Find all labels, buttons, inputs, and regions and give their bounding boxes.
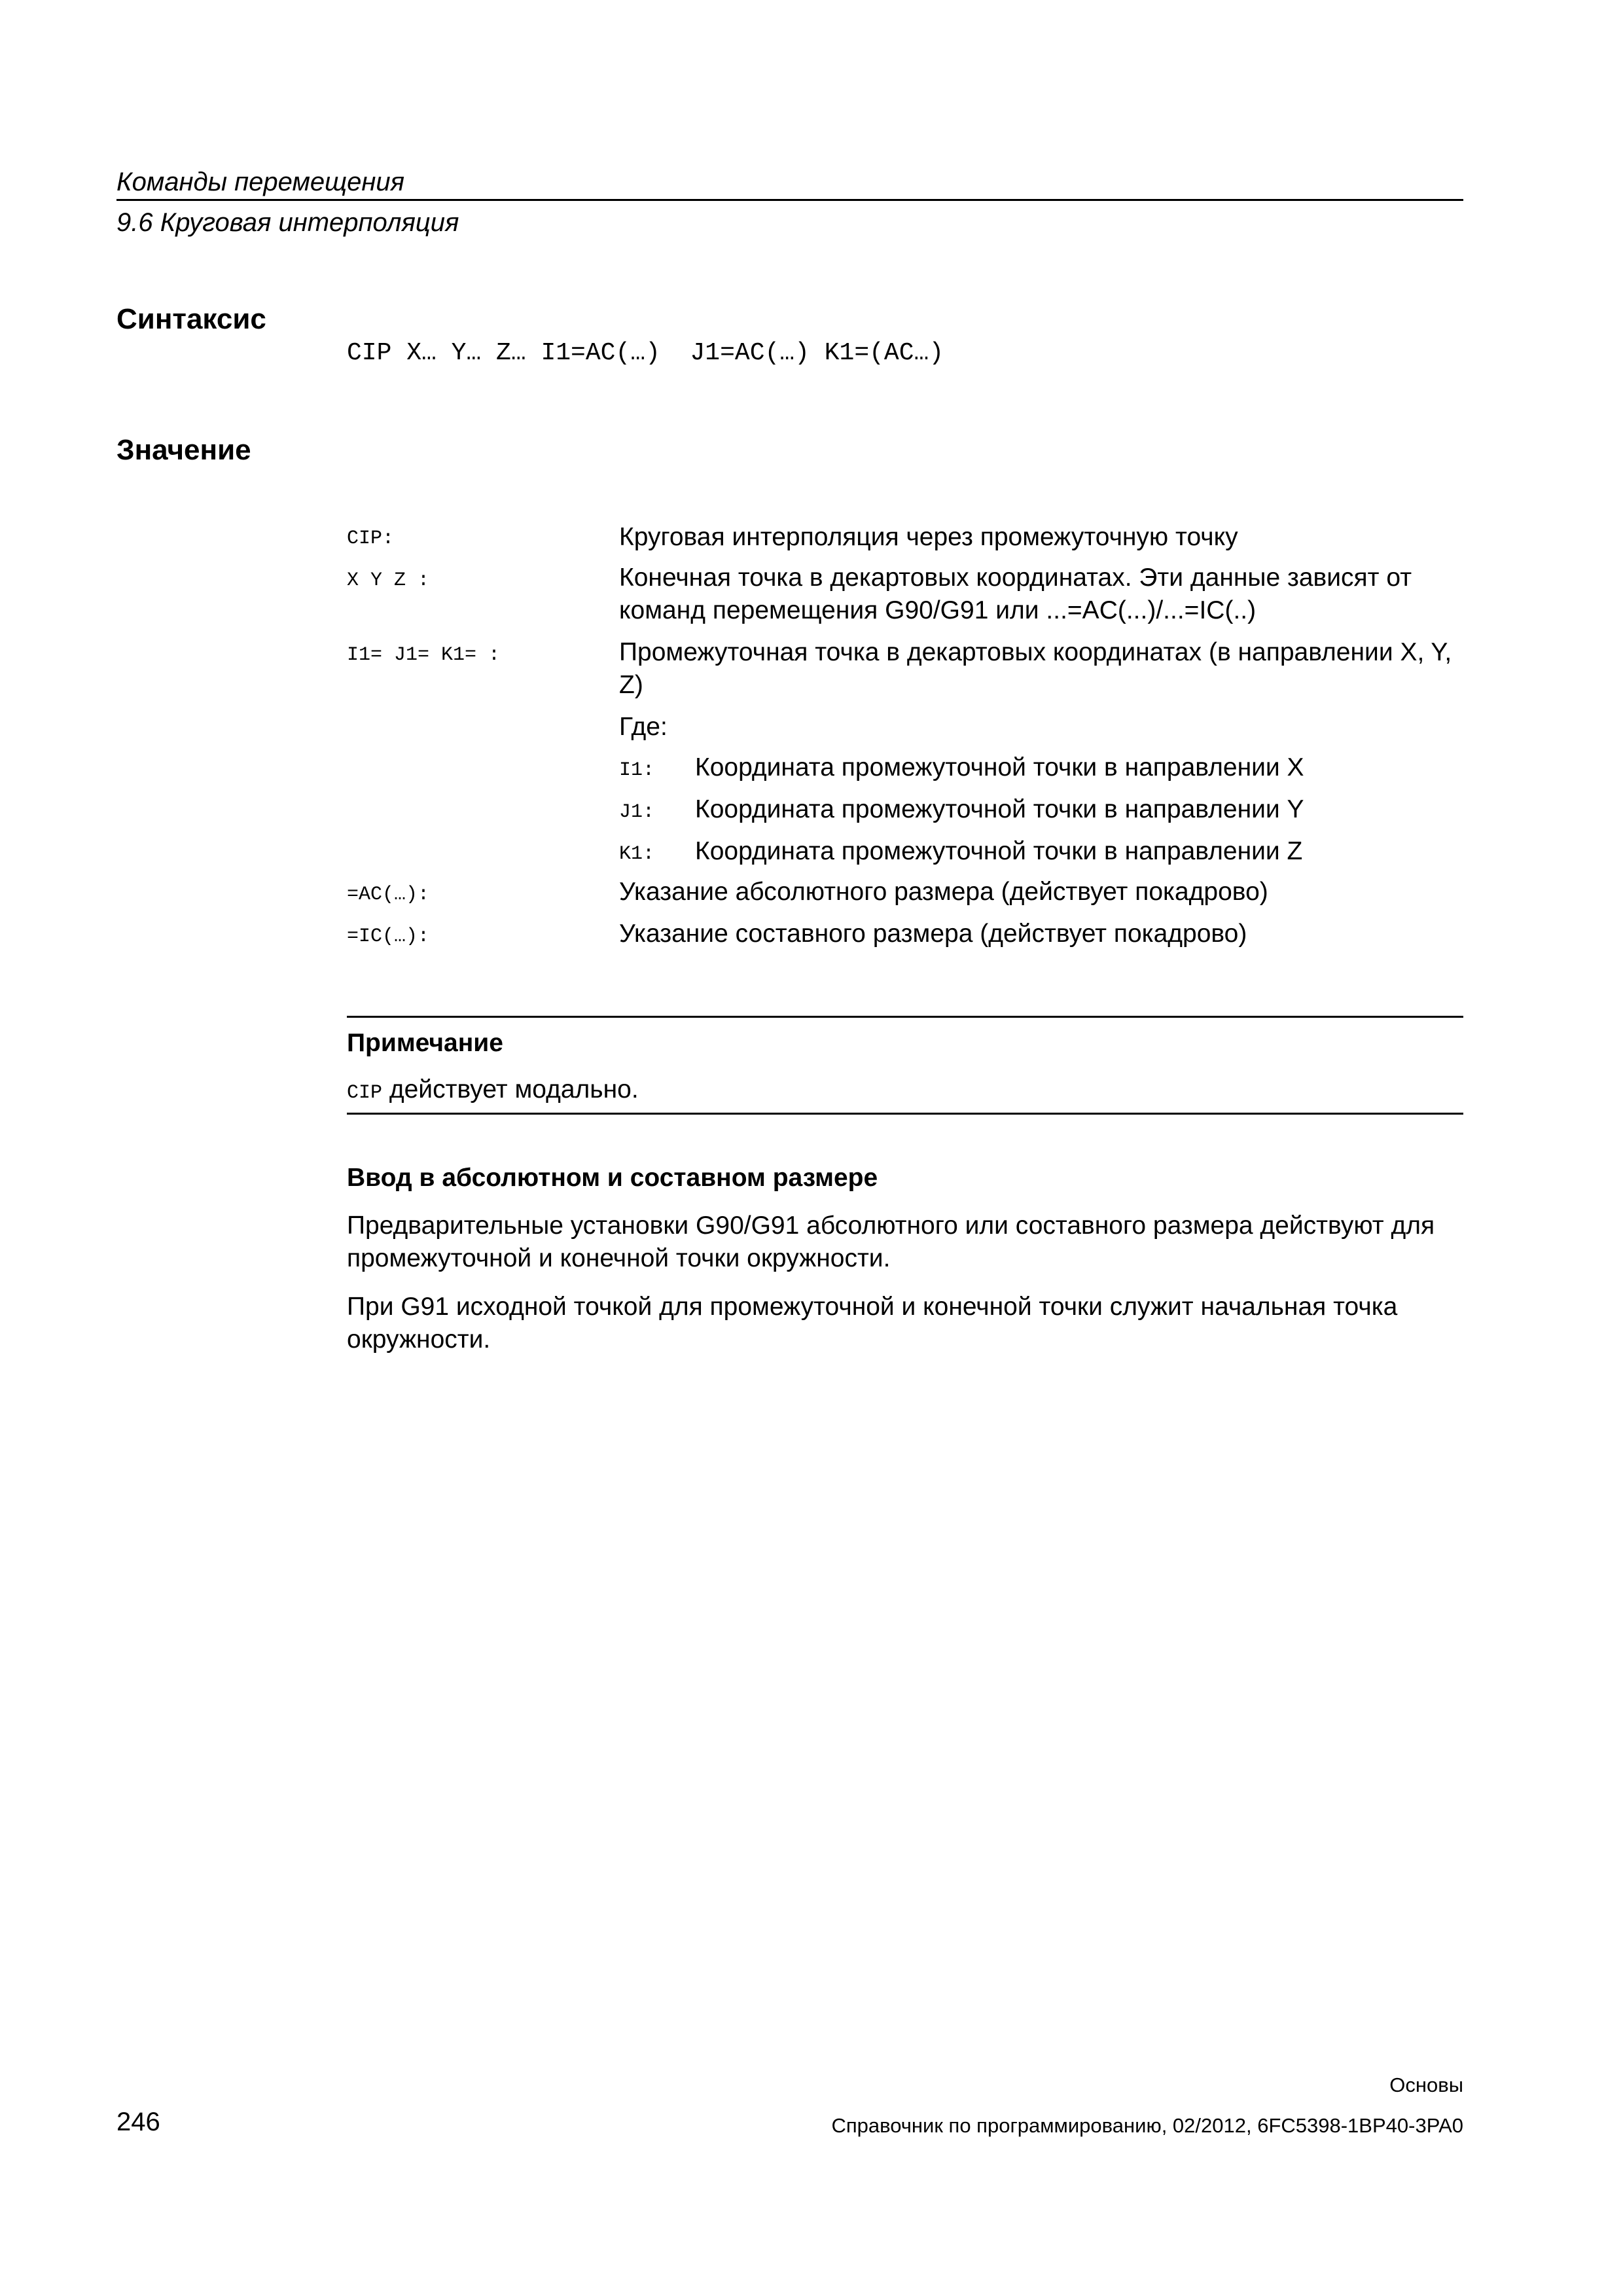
footer-line-1: Основы <box>1389 2073 1463 2096</box>
syntax-heading: Синтаксис <box>116 303 266 335</box>
where-label: Где: <box>619 713 668 741</box>
note-text <box>347 1073 639 1109</box>
footer-line-2: Справочник по программированию, 02/2012, 6FC5398-1BP40-3PA0 <box>831 2114 1463 2137</box>
def-desc-cip: Круговая интерполяция через промежуточную точку <box>619 523 1238 551</box>
meaning-heading: Значение <box>116 434 251 466</box>
note-bottom-rule <box>347 1113 1463 1115</box>
running-header-chapter: Команды перемещения <box>116 168 405 196</box>
sub-desc-j1: Координата промежуточной точки в направлении Y <box>695 795 1304 823</box>
page-number: 246 <box>116 2108 160 2136</box>
sub-desc-i1: Координата промежуточной точки в направлении X <box>695 753 1304 781</box>
def-term-ac: =AC(…): <box>347 884 430 906</box>
syntax-code: CIP X… Y… Z… I1=AC(…) J1=AC(…) K1=(AC…) <box>347 339 944 367</box>
note-top-rule <box>347 1016 1463 1018</box>
sub-term-j1: J1: <box>619 801 655 823</box>
running-header-section: 9.6 Круговая интерполяция <box>116 208 459 237</box>
abs-inc-paragraph-1: Предварительные установки G90/G91 абсолютного или составного размера действуют для промежуточной и конечной точки окружности. <box>347 1211 1435 1272</box>
def-term-xyz: X Y Z : <box>347 569 430 592</box>
def-desc-ic: Указание составного размера (действует покадрово) <box>619 920 1247 948</box>
note-code: CIP <box>347 1082 383 1104</box>
note-body: действует модально. <box>382 1075 639 1103</box>
sub-term-k1: K1: <box>619 843 655 865</box>
def-term-cip: CIP: <box>347 528 395 550</box>
def-desc-xyz: Конечная точка в декартовых координатах. Эти данные зависят от команд перемещения G90/G91 или ...=AC(...)/...=IC(..) <box>619 564 1412 624</box>
abs-inc-heading: Ввод в абсолютном и составном размере <box>347 1164 878 1192</box>
def-term-ijk: I1= J1= K1= : <box>347 644 501 666</box>
def-desc-ijk: Промежуточная точка в декартовых координатах (в направлении X, Y, Z) <box>619 638 1452 699</box>
def-term-ic: =IC(…): <box>347 925 430 948</box>
sub-term-i1: I1: <box>619 759 655 781</box>
def-desc-ac: Указание абсолютного размера (действует покадрово) <box>619 878 1268 906</box>
header-rule <box>116 199 1463 201</box>
sub-desc-k1: Координата промежуточной точки в направлении Z <box>695 837 1303 865</box>
abs-inc-paragraph-2: При G91 исходной точкой для промежуточной и конечной точки служит начальная точка окружности. <box>347 1293 1398 1354</box>
note-heading: Примечание <box>347 1029 503 1057</box>
